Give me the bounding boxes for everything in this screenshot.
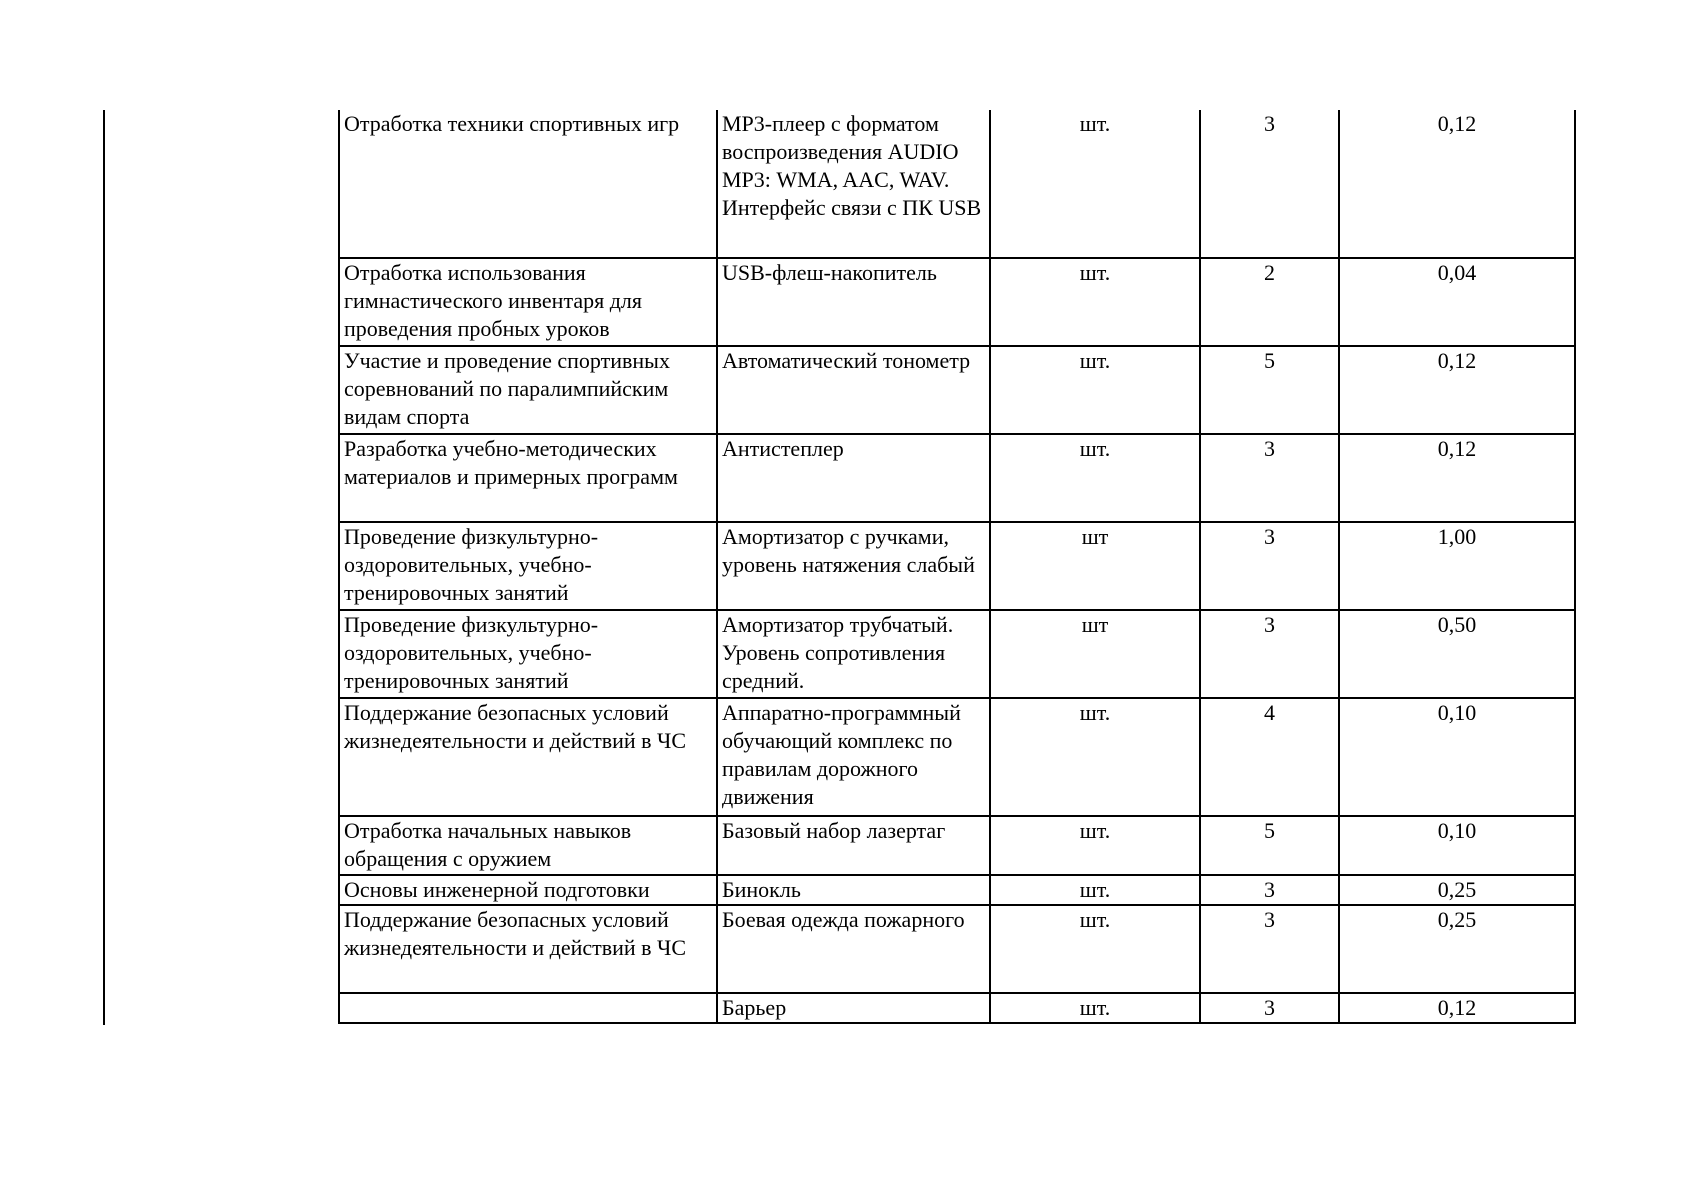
value-cell: 0,10: [1339, 816, 1575, 875]
value-cell: 0,25: [1339, 875, 1575, 905]
activity-cell: Проведение физкультурно-оздоровительных, учебно-тренировочных занятий: [339, 610, 717, 698]
qty-cell: 3: [1200, 434, 1339, 522]
table-row: [339, 110, 1575, 258]
table-row: [339, 434, 1575, 522]
activity-cell: Разработка учебно-методических материалов и примерных программ: [339, 434, 717, 522]
activity-cell: Отработка использования гимнастического инвентаря для проведения пробных уроков: [339, 258, 717, 346]
activity-cell: Участие и проведение спортивных соревнований по паралимпийским видам спорта: [339, 346, 717, 434]
activity-cell: Поддержание безопасных условий жизнедеятельности и действий в ЧС: [339, 905, 717, 993]
unit-cell: шт.: [990, 875, 1200, 905]
value-cell: 0,12: [1339, 434, 1575, 522]
qty-cell: 3: [1200, 110, 1339, 258]
activity-cell: Отработка начальных навыков обращения с оружием: [339, 816, 717, 875]
value-cell: 0,12: [1339, 110, 1575, 258]
qty-cell: 5: [1200, 346, 1339, 434]
activity-cell: Поддержание безопасных условий жизнедеятельности и действий в ЧС: [339, 698, 717, 816]
item-cell: Барьер: [717, 993, 990, 1023]
qty-cell: 3: [1200, 522, 1339, 610]
activity-cell: Проведение физкультурно-оздоровительных, учебно-тренировочных занятий: [339, 522, 717, 610]
equipment-table: [338, 110, 1576, 1024]
unit-cell: шт.: [990, 258, 1200, 346]
unit-cell: шт.: [990, 698, 1200, 816]
activity-cell: [339, 993, 717, 1023]
qty-cell: 2: [1200, 258, 1339, 346]
qty-cell: 3: [1200, 905, 1339, 993]
table-row: [339, 875, 1575, 905]
qty-cell: 5: [1200, 816, 1339, 875]
item-cell: Автоматический тонометр: [717, 346, 990, 434]
value-cell: 0,10: [1339, 698, 1575, 816]
item-cell: Амортизатор с ручками, уровень натяжения слабый: [717, 522, 990, 610]
table-row: [339, 816, 1575, 875]
activity-cell: Отработка техники спортивных игр: [339, 110, 717, 258]
table-row: [339, 993, 1575, 1023]
value-cell: 0,50: [1339, 610, 1575, 698]
item-cell: USB-флеш-накопитель: [717, 258, 990, 346]
unit-cell: шт.: [990, 905, 1200, 993]
qty-cell: 4: [1200, 698, 1339, 816]
table-row: [339, 346, 1575, 434]
item-cell: Бинокль: [717, 875, 990, 905]
qty-cell: 3: [1200, 875, 1339, 905]
value-cell: 0,12: [1339, 993, 1575, 1023]
unit-cell: шт.: [990, 434, 1200, 522]
table-row: [339, 610, 1575, 698]
table-row: [339, 698, 1575, 816]
item-cell: Боевая одежда пожарного: [717, 905, 990, 993]
unit-cell: шт.: [990, 993, 1200, 1023]
item-cell: Аппаратно-программный обучающий комплекс по правилам дорожного движения: [717, 698, 990, 816]
unit-cell: шт: [990, 610, 1200, 698]
value-cell: 0,04: [1339, 258, 1575, 346]
qty-cell: 3: [1200, 610, 1339, 698]
value-cell: 0,12: [1339, 346, 1575, 434]
activity-cell: Основы инженерной подготовки: [339, 875, 717, 905]
item-cell: Антистеплер: [717, 434, 990, 522]
item-cell: МР3-плеер с форматом воспроизведения AUDIO МР3: WMA, AAC, WAV. Интерфейс связи с ПК USB: [717, 110, 990, 258]
unit-cell: шт.: [990, 110, 1200, 258]
item-cell: Базовый набор лазертаг: [717, 816, 990, 875]
unit-cell: шт: [990, 522, 1200, 610]
unit-cell: шт.: [990, 346, 1200, 434]
item-cell: Амортизатор трубчатый. Уровень сопротивления средний.: [717, 610, 990, 698]
table-row: [339, 905, 1575, 993]
left-margin-rule: [103, 110, 105, 1025]
table-row: [339, 258, 1575, 346]
table-row: [339, 522, 1575, 610]
qty-cell: 3: [1200, 993, 1339, 1023]
unit-cell: шт.: [990, 816, 1200, 875]
value-cell: 1,00: [1339, 522, 1575, 610]
value-cell: 0,25: [1339, 905, 1575, 993]
